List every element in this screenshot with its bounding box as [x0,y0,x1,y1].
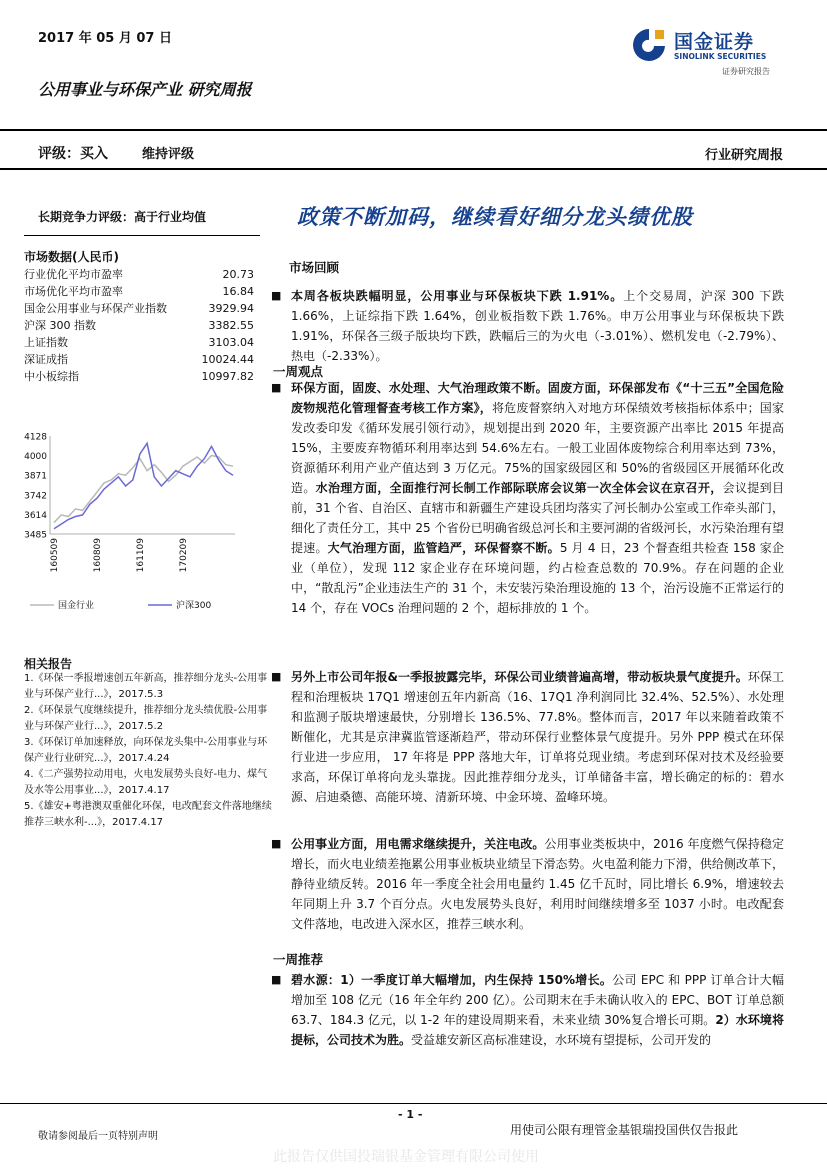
page-number: - 1 - [398,1108,423,1121]
market-data-label: 市场优化平均市盈率 [24,285,123,298]
report-date: 2017 年 05 月 07 日 [38,31,172,46]
chart-y-tick-label: 3871 [24,471,47,482]
market-data-table [24,266,254,385]
rating-value: 评级：买入 [38,146,108,162]
chart-y-tick-label: 4128 [24,432,47,443]
chart-y-tick-label: 3614 [24,510,47,521]
related-report-item: 5.《雄安+粤港澳双重催化环保，电改配套文件落地继续推荐三峡水利-...》，2017.4.17 [24,801,272,828]
market-data-row [24,351,254,368]
recommend-heading: 一周推荐 [273,952,324,967]
chart-y-tick-label: 3485 [24,530,47,541]
bullet-icon: ■ [271,973,282,986]
views-text-2: 会议提到目前，31 个省、自治区、直辖市和新疆生产建设兵团均落实了河长制办公室或工作牵头部门，细化了责任分工，其中 25 个省份已明确省级总河长和主要河湖的省级河长，水污染治理有望提速。 [291,481,784,555]
views-lead-5: 公用事业方面，用电需求继续提升，关注电改。 [291,837,545,851]
recommend-paragraph [271,970,784,1050]
logo-mark-icon [630,26,668,66]
market-data-row [24,266,254,283]
footer-notice: 用使司公限有理管金基银瑞投国供仅告报此 [510,1123,739,1137]
logo-subtitle: 证券研究报告 [722,67,770,76]
bullet-icon: ■ [271,837,282,850]
market-data-label: 沪深 300 指数 [24,319,96,332]
market-data-value: 16.84 [222,285,254,298]
market-data-row [24,317,254,334]
market-data-value: 3103.04 [208,336,254,349]
recommend-lead-1: 碧水源：1）一季度订单大幅增加，内生保持 150%增长。 [291,973,613,987]
review-lead: 本周各板块跌幅明显，公用事业与环保板块下跌 1.91%。 [291,289,624,303]
views-lead-4: 另外上市公司年报&一季报披露完毕，环保公司业绩普遍高增，带动板块景气度提升。 [291,670,748,684]
related-reports-list [24,671,274,831]
related-report-item: 3.《环保订单加速释放，向环保龙头集中-公用事业与环保产业行业研究...》，2017.4.24 [24,737,268,764]
market-data-row [24,300,254,317]
chart-x-tick-label: 160809 [92,538,103,573]
recommend-text-2: 受益雄安新区高标准建设，水环境有望提标，公司开发的 [411,1033,712,1047]
logo-text-cn: 国金证券 [674,31,755,53]
market-data-row [24,283,254,300]
related-report-item: 1.《环保一季报增速创五年新高，推荐细分龙头-公用事业与环保产业行...》，2017.5.3 [24,673,268,700]
watermark: 此报告仅供国投瑞银基金管理有限公司使用 [273,1149,539,1165]
bullet-icon: ■ [271,381,282,394]
disclaimer-note: 敬请参阅最后一页特别声明 [38,1131,158,1142]
views-paragraph-2 [271,667,784,807]
review-heading: 市场回顾 [289,260,340,275]
views-text-4: 环保工程和治理板块 17Q1 增速创五年内新高（16、17Q1 净利润同比 32.4%、52.5%）、水处理和监测子版块增速最快，分别增长 136.5%、77.8%。整体而言，2017 年以来随着政策不断催化，尤其是京津冀监管逐渐趋严，带动环保行业整体景气度提升。另外 PPP 模式在环保行业进一步应用， 17 年将是 PPP 落地大年，订单将兑现业绩。考虑到环保对技术及经验要求高，环保订单将向龙头靠拢。因此推荐细分龙头，订单储备丰富，增长确定的标的：碧水源、启迪桑德、高能环境、清新环境、中金环境、盈峰环境。 [291,670,784,804]
recommend-text-1: 公司 EPC 和 PPP 订单合计大幅增加至 108 亿元（16 年全年约 200 亿）。公司期末在手未确认收入的 EPC、BOT 订单总额 63.7、184.3 亿元，以 1-2 年的建设周期来看，未来业绩 30%复合增长可期。 [291,973,784,1027]
bullet-icon: ■ [271,670,282,683]
left-rule [24,235,260,236]
views-text-1: 将危废督察纳入对地方环保绩效考核指标体系中；国家发改委印发《循环发展引领行动》，规划提出到 2020 年，主要资源产出率比 2015 年提高 15%，主要废弃物循环利用率达到 54.6%左右。一般工业固体废物综合利用率达到 73%，资源循环利用产业产值达到 3 万亿元。75%的国家级园区和 50%的省级园区开展循环化改造。 [291,401,784,495]
views-heading: 一周观点 [273,364,324,379]
market-data-row [24,368,254,385]
views-lead-1: 环保方面，固废、水处理、大气治理政策不断。固废方面，环保部发布《“十三五”全国危险废物规范化管理督查考核工作方案》， [291,381,784,415]
recommend-lead-2: 2）水环境将提标，公司技术为胜。 [291,1013,784,1047]
headline: 政策不断加码，继续看好细分龙头绩优股 [297,205,693,229]
chart-y-tick-label: 3742 [24,491,47,502]
chart-y-tick-label: 4000 [24,452,47,463]
chart-series-line-1 [54,443,233,528]
views-paragraph-3 [271,834,784,934]
market-data-value: 20.73 [222,268,254,281]
market-data-heading: 市场数据(人民币) [24,250,119,264]
index-chart [20,430,242,620]
report-type: 行业研究周报 [704,148,783,163]
chart-series-line-0 [54,456,233,523]
market-data-label: 中小板综指 [24,370,79,383]
market-data-value: 10024.44 [201,353,254,366]
rating-maintain: 维持评级 [142,147,195,162]
chart-x-tick-label: 170209 [178,538,189,573]
market-data-value: 3929.94 [208,302,254,315]
bullet-icon: ■ [271,289,282,302]
chart-legend-label: 沪深300 [176,601,212,611]
market-data-value: 10997.82 [201,370,254,383]
chart-x-tick-label: 161109 [135,538,146,573]
chart-x-tick-label: 160509 [50,538,60,573]
logo-text-en: SINOLINK SECURITIES [674,52,767,61]
views-paragraph-1 [271,378,784,618]
related-report-item: 2.《环保景气度继续提升，推荐细分龙头绩优股-公用事业与环保产业行...》，2017.5.2 [24,705,268,732]
report-title: 公用事业与环保产业 研究周报 [38,80,252,99]
sinolink-logo [630,26,790,78]
views-lead-3: 大气治理方面，监管趋严，环保督察不断。 [327,541,560,555]
rating [38,143,194,163]
views-lead-2: 水治理方面，全面推行河长制工作部际联席会议第一次全体会议在京召开， [315,481,723,495]
market-data-row [24,334,254,351]
competitiveness-rating: 长期竞争力评级：高于行业均值 [38,210,207,224]
footer-rule [0,1103,827,1104]
market-data-label: 深证成指 [24,353,68,366]
market-data-label: 上证指数 [24,336,68,349]
related-reports-heading: 相关报告 [24,657,73,671]
review-paragraph [271,286,784,366]
review-text: 上个交易周，沪深 300 下跌 1.66%，上证综指下跌 1.64%，创业板指数下跌 1.76%。申万公用事业与环保板块下跌 1.91%，环保各三级子版块均下跌，跌幅后三的为火电（-3.01%）、燃机发电（-2.79%）、热电（-2.33%）。 [291,289,784,363]
views-text-3: 5 月 4 日，23 个督查组共检查 158 家企业（单位），发现 112 家企业存在环境问题，约占检查总数的 70.9%。存在问题的企业中，“散乱污”企业违法生产的 31 个，未安装污染治理设施的 13 个，治污设施不正常运行的 14 个，存在 VOCs 治理问题的 2 个，超标排放的 1 个。 [291,541,784,615]
header-rule-top [0,129,827,131]
related-report-item: 4.《二产强势拉动用电，火电发展势头良好-电力、煤气及水等公用事业...》，2017.4.17 [24,769,268,796]
market-data-value: 3382.55 [208,319,254,332]
market-data-label: 行业优化平均市盈率 [24,268,123,281]
views-text-5: 公用事业类板块中，2016 年度燃气保持稳定增长，而火电业绩差拖累公用事业板块业绩呈下滑态势。火电盈利能力下滑，供给侧改革下，静待业绩反转。2016 年一季度全社会用电量约 1.45 亿千瓦时，同比增长 6.9%，增速较去年同期上升 3.7 个百分点。火电发展势头良好，利用时间继续增多至 1037 小时。电改配套文件落地，电改进入深水区，推荐三峡水利。 [291,837,784,931]
header-rule-bottom [0,168,827,170]
chart-legend-label: 国金行业 [58,601,95,611]
market-data-label: 国金公用事业与环保产业指数 [24,302,167,315]
